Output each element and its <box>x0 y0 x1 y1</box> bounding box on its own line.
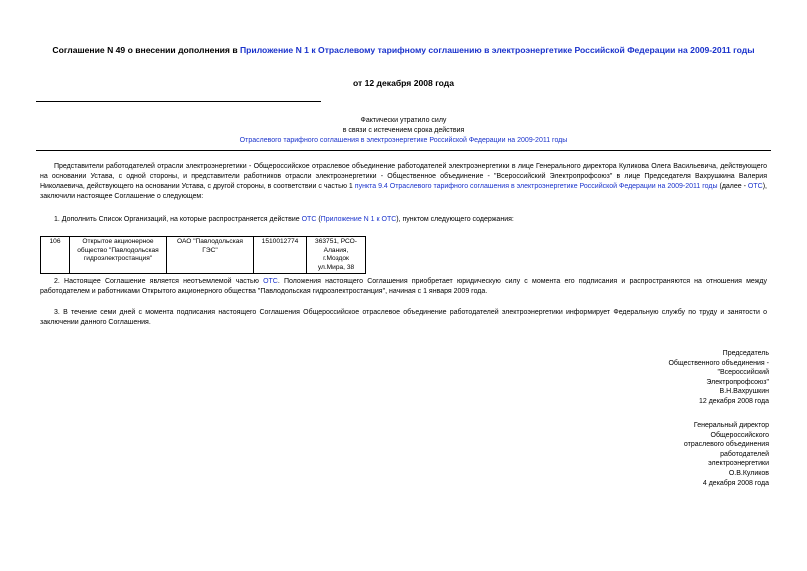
sign1-date: 12 декабря 2008 года <box>698 397 769 405</box>
paragraph-1 <box>40 215 767 225</box>
sign2-date: 4 декабря 2008 года <box>702 479 769 487</box>
document-date: от 12 декабря 2008 года <box>352 78 455 88</box>
preamble-link-ots-clause[interactable]: пункта 9.4 Отраслевого тарифного соглашения в электроэнергетике Российской Федерации на 2009-2011 годы <box>354 183 718 190</box>
p1-link-ots[interactable]: ОТС <box>301 216 317 223</box>
sign1-line: Общественного объединения - <box>668 359 769 367</box>
sign1-name: В.Н.Вахрушкин <box>719 388 769 396</box>
status-line-2: в связи с истечением срока действия <box>342 127 465 134</box>
preamble-text-b: (далее - <box>717 183 748 190</box>
signature-block-employers <box>569 421 769 488</box>
cell-inn: 1510012774 <box>254 237 307 274</box>
sign1-line: Председатель <box>722 350 769 357</box>
p2-text-a: 2. Настоящее Соглашение является неотъемлемой частью <box>54 278 264 285</box>
p2-link-ots[interactable]: ОТС <box>263 278 278 285</box>
sign1-line: Электропрофсоюз" <box>706 378 769 386</box>
preamble-text-a: Представители работодателей отрасли электроэнергетики - Общероссийское отраслевое объединение работодателей электроэнергетики в лице Генерального директора Куликова Олега Васильевича, действующего на основании Устава, с одной стороны, и представители работников отрасли электроэнергетики - Общественное объединение - "Всероссийский Электропрофсоюз" в лице Председателя Вахрушкина Валерия Николаевича, действующего на основании Устава, с другой стороны, в соответствии с частью 1 <box>40 163 767 190</box>
signature-block-union <box>569 349 769 407</box>
document-title <box>36 45 771 56</box>
p1-text-c: ), пунктом следующего содержания: <box>396 216 514 223</box>
sign2-line: Генеральный директор <box>693 422 769 429</box>
sign2-line: работодателей <box>720 450 769 458</box>
preamble-link-ots[interactable]: ОТС <box>747 183 763 190</box>
title-prefix: Соглашение N 49 о внесении дополнения в <box>52 45 240 55</box>
divider-top <box>36 101 321 102</box>
organizations-table <box>40 236 366 274</box>
cell-short-name: ОАО "Павлодольская ГЭС" <box>167 237 254 274</box>
p1-text-b: ( <box>316 216 321 223</box>
divider-bottom <box>36 150 771 151</box>
status-line-1: Фактически утратило силу <box>360 117 447 124</box>
sign2-name: О.В.Куликов <box>728 469 769 477</box>
sign2-line: электроэнергетики <box>708 460 769 468</box>
p1-text-a: 1. Дополнить Список Организаций, на которые распространяется действие <box>54 216 302 223</box>
cell-number: 106 <box>41 237 70 274</box>
status-link[interactable]: Отраслевого тарифного соглашения в электроэнергетике Российской Федерации на 2009-2011 годы <box>239 137 568 144</box>
p2-text-b: . Положения настоящего Соглашения приобретает юридическую силу с момента его подписания и распространяются на отношения между работодателем и работниками Открытого акционерного общества "Павлодольская гидроэлектростанция", начиная с 1 января 2009 года. <box>40 278 767 295</box>
paragraph-3: 3. В течение семи дней с момента подписания настоящего Соглашения Общероссийское отраслевое объединение работодателей электроэнергетики информирует Федеральную службу по труду и занятости о заключении данного Соглашения. <box>40 309 767 326</box>
p1-link-appendix[interactable]: Приложение N 1 к ОТС <box>320 216 397 223</box>
sign1-line: "Всероссийский <box>717 369 769 377</box>
title-link[interactable]: Приложение N 1 к Отраслевому тарифному соглашению в электроэнергетике Российской Федерации на 2009-2011 годы <box>240 45 755 55</box>
table-row <box>41 237 366 274</box>
paragraph-preamble <box>40 162 767 202</box>
sign2-line: Общероссийского <box>710 431 769 439</box>
paragraph-2 <box>40 277 767 297</box>
cell-organization: Открытое акционерное общество "Павлодольская гидроэлектростанция" <box>70 237 167 274</box>
sign2-line: отраслевого объединения <box>683 441 769 449</box>
cell-address: 363751, РСО-Алания, г.Моздок ул.Мира, 38 <box>307 237 366 274</box>
preamble-text-c: ), заключили настоящее Соглашение о следующем: <box>40 183 767 200</box>
status-note <box>36 116 771 146</box>
